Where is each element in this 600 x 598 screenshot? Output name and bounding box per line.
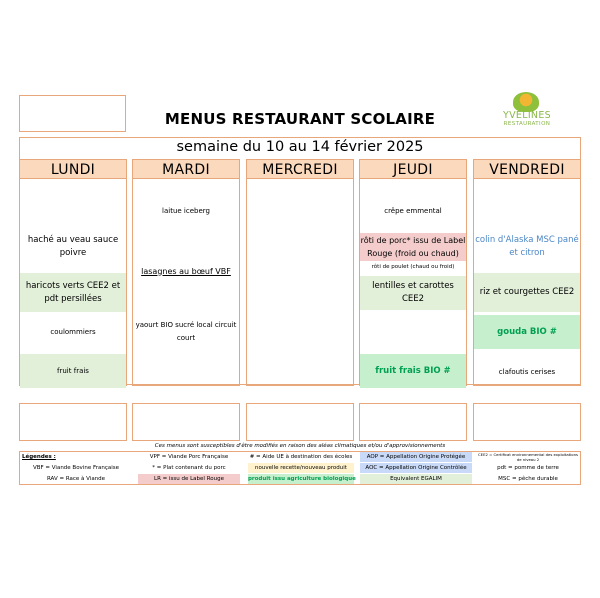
legend-msc: MSC = pêche durable	[498, 476, 558, 482]
legend-aop: AOP = Appellation Origine Protégée	[360, 452, 472, 462]
legend-bio: produit issu agriculture biologique	[248, 476, 356, 482]
jeudi-alternative: rôti de poulet (chaud ou froid)	[371, 264, 455, 270]
logo-subtitle: RESTAURATION	[503, 121, 551, 127]
column-mercredi	[246, 159, 354, 386]
logo-placeholder-box	[19, 95, 126, 132]
jeudi-starter: crêpe emmental	[384, 206, 442, 215]
legend-egalim: Equivalent EGALIM	[360, 474, 472, 484]
day-header-jeudi: JEUDI	[359, 159, 467, 179]
disclaimer-note: Ces menus sont susceptibles d'être modifiés en raison des aléas climatiques et/ou d'approvisionnements	[154, 443, 446, 449]
lundi-cheese: coulommiers	[50, 327, 96, 336]
legend-vpf: VPF = Viande Porc Française	[149, 454, 229, 460]
legend-title: Légendes :	[22, 454, 56, 460]
mardi-dessert: yaourt BIO sucré local circuit court	[135, 321, 237, 342]
bottom-cell-lundi	[19, 403, 127, 441]
vendredi-side-dish: riz et courgettes CEE2	[474, 273, 580, 312]
legend-plat-porc: * = Plat contenant du porc	[152, 465, 226, 471]
jeudi-main-dish: rôti de porc* issu de Label Rouge (froid ou chaud)	[360, 233, 466, 261]
lundi-dessert: fruit frais	[20, 354, 126, 388]
lundi-main-dish: haché au veau sauce poivre	[27, 235, 119, 258]
legend-vbf: VBF = Viande Bovine Française	[32, 465, 120, 471]
jeudi-side-dish: lentilles et carottes CEE2	[360, 276, 466, 310]
legend-aoc: AOC = Appellation Origine Contrôlée	[360, 463, 472, 473]
legend-aide-ue: # = Aide UE à destination des écoles	[249, 454, 353, 460]
bottom-cell-jeudi	[359, 403, 467, 441]
bottom-cell-mardi	[132, 403, 240, 441]
jeudi-dessert: fruit frais BIO #	[360, 354, 466, 388]
day-header-mercredi: MERCREDI	[246, 159, 354, 179]
day-header-vendredi: VENDREDI	[473, 159, 581, 179]
bottom-cell-vendredi	[473, 403, 581, 441]
vendredi-dessert: clafoutis cerises	[498, 367, 556, 376]
vendredi-cheese: gouda BIO #	[474, 315, 580, 349]
legend-label-rouge: LR = issu de Label Rouge	[138, 474, 240, 484]
mardi-starter: laitue iceberg	[162, 206, 210, 215]
bottom-cell-mercredi	[246, 403, 354, 441]
sun-icon	[513, 92, 539, 112]
day-header-lundi: LUNDI	[19, 159, 127, 179]
yvelines-logo	[497, 90, 557, 132]
lundi-side-dish: haricots verts CEE2 et pdt persillées	[20, 273, 126, 312]
column-jeudi	[359, 159, 467, 386]
logo-name: YVELINES	[503, 110, 551, 121]
week-label: semaine du 10 au 14 février 2025	[176, 139, 424, 155]
vendredi-main-dish: colin d'Alaska MSC pané et citron	[475, 235, 579, 258]
page-title: MENUS RESTAURANT SCOLAIRE	[164, 110, 436, 128]
legend-nouvelle-recette: nouvelle recette/nouveau produit	[248, 463, 354, 473]
legend-cee2: CEE2 = Certificat environnemental des exploitations de niveau 2	[478, 452, 578, 462]
day-header-mardi: MARDI	[132, 159, 240, 179]
legend	[19, 451, 581, 485]
mardi-main-dish: lasagnes au bœuf VBF	[141, 266, 231, 276]
legend-rav: RAV = Race à Viande	[46, 476, 106, 482]
legend-pdt: pdt = pomme de terre	[497, 465, 559, 471]
